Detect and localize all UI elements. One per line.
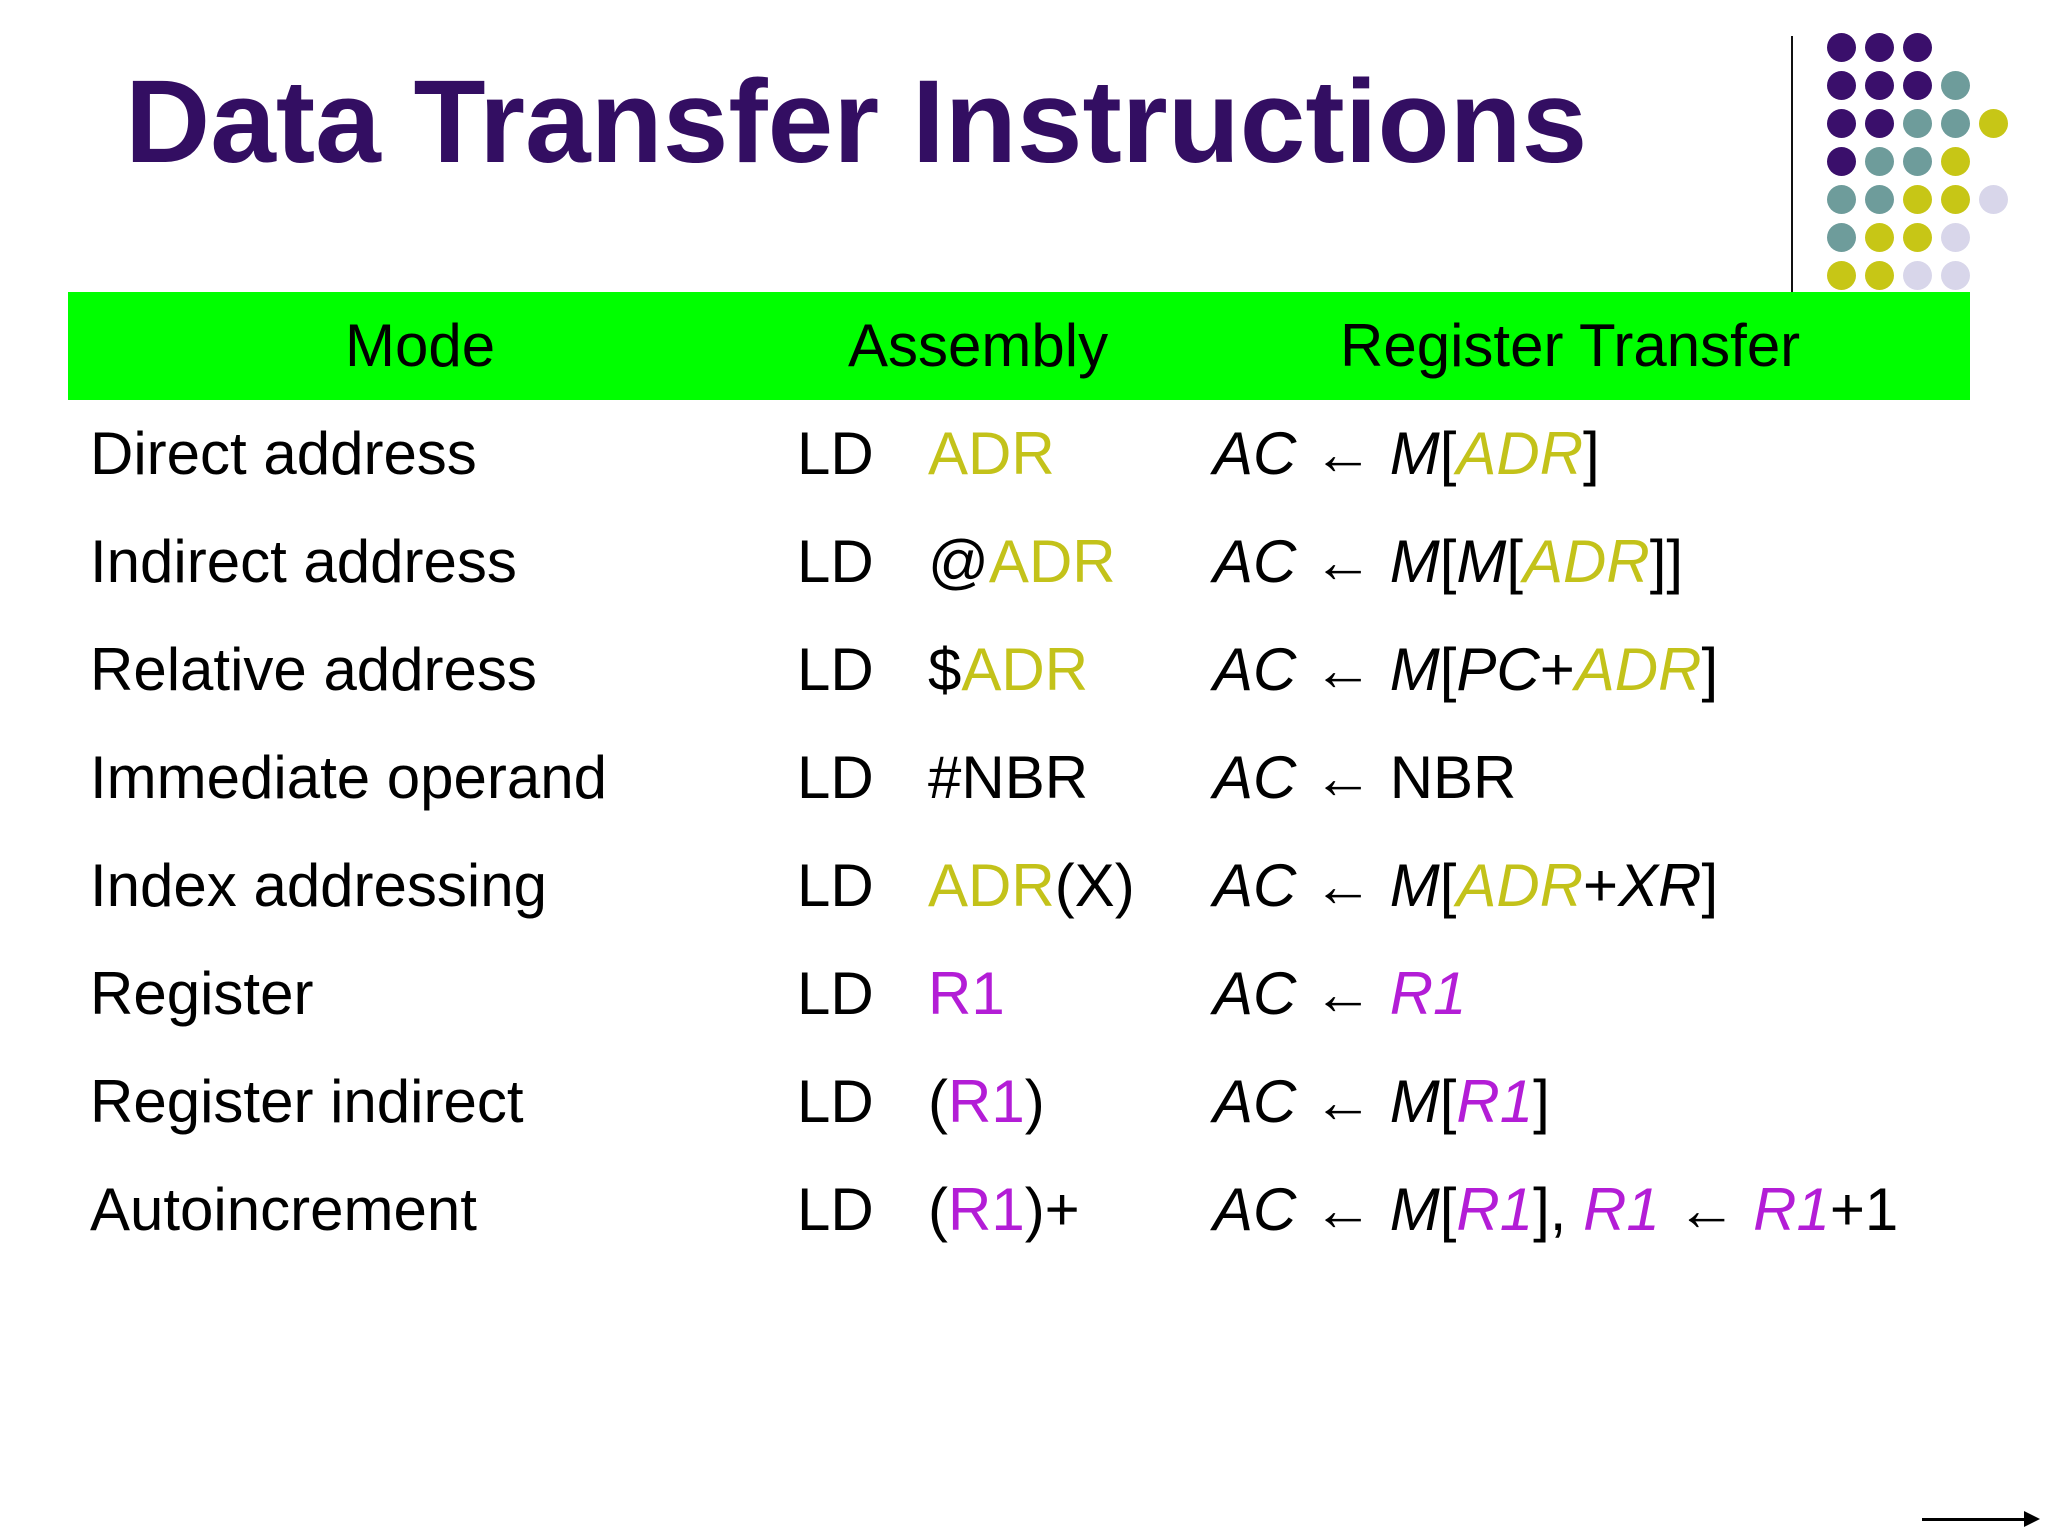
register-transfer-cell [1213, 744, 1516, 812]
decor-dot [1865, 147, 1894, 176]
mode-cell: Immediate operand [90, 744, 607, 811]
decor-dot [1903, 71, 1932, 100]
decor-dot [1979, 185, 2008, 214]
text-segment: M [1389, 528, 1440, 595]
decor-dot [1865, 109, 1894, 138]
register-transfer-cell [1213, 420, 1600, 488]
mode-cell: Index addressing [90, 852, 547, 919]
table-row [0, 724, 2048, 832]
opcode-cell: LD [797, 744, 874, 811]
decor-dot [1941, 223, 1970, 252]
register-transfer-cell [1213, 1068, 1550, 1136]
text-segment: ← [1296, 1068, 1390, 1135]
text-segment: ADR [961, 636, 1089, 703]
table-row [0, 508, 2048, 616]
text-segment: )+ [1024, 1176, 1080, 1243]
operand-cell [928, 1176, 1080, 1244]
mode-cell: Direct address [90, 420, 477, 487]
decor-dot [1941, 185, 1970, 214]
text-segment: ADR [1574, 636, 1702, 703]
text-segment: ( [928, 1068, 948, 1135]
text-segment: ], [1533, 1176, 1584, 1243]
text-segment: M [1389, 420, 1440, 487]
decor-dot [1865, 261, 1894, 290]
mode-cell: Autoincrement [90, 1176, 477, 1243]
text-segment: ← [1296, 420, 1390, 487]
text-segment: ← [1296, 528, 1390, 595]
text-segment: PC [1456, 636, 1540, 703]
decor-dot [1941, 147, 1970, 176]
decor-dot [1941, 261, 1970, 290]
decor-dot [1903, 147, 1932, 176]
text-segment: ← [1659, 1176, 1754, 1243]
text-segment: ]] [1649, 528, 1684, 595]
text-segment: R1 [1456, 1068, 1534, 1135]
text-segment: [ [1439, 636, 1457, 703]
decor-dot [1865, 71, 1894, 100]
decor-dot [1827, 71, 1856, 100]
register-transfer-cell [1213, 960, 1466, 1028]
decor-dot [1941, 109, 1970, 138]
text-segment: XR [1618, 852, 1702, 919]
decor-dot [1903, 261, 1932, 290]
next-arrow-head-icon[interactable] [2024, 1511, 2040, 1527]
table-row [0, 832, 2048, 940]
operand-cell [928, 744, 1088, 812]
opcode-cell: LD [797, 852, 874, 919]
text-segment: [ [1439, 1176, 1457, 1243]
opcode-cell: LD [797, 1176, 874, 1243]
text-segment: ← [1296, 744, 1390, 811]
text-segment: #NBR [928, 744, 1089, 811]
slide-title: Data Transfer Instructions [125, 56, 1588, 188]
text-segment: [ [1506, 528, 1524, 595]
header-assembly: Assembly [848, 312, 1109, 379]
register-transfer-cell [1213, 1176, 1898, 1244]
text-segment: AC [1213, 528, 1297, 595]
decor-dot [1827, 33, 1856, 62]
decor-dot [1903, 109, 1932, 138]
operand-cell [928, 636, 1088, 704]
mode-cell: Register indirect [90, 1068, 524, 1135]
operand-cell [928, 852, 1135, 920]
operand-cell [928, 1068, 1045, 1136]
text-segment: $ [928, 636, 962, 703]
text-segment: [ [1439, 420, 1457, 487]
decor-dot [1827, 223, 1856, 252]
text-segment: ] [1533, 1068, 1550, 1135]
opcode-cell: LD [797, 528, 874, 595]
opcode-cell: LD [797, 960, 874, 1027]
text-segment: M [1456, 528, 1507, 595]
text-segment: ADR [1456, 852, 1584, 919]
text-segment: M [1389, 852, 1440, 919]
mode-cell: Relative address [90, 636, 537, 703]
text-segment: (X) [1054, 852, 1135, 919]
opcode-cell: LD [797, 1068, 874, 1135]
header-register-transfer: Register Transfer [1340, 312, 1801, 379]
text-segment: ADR [1456, 420, 1584, 487]
mode-cell: Register [90, 960, 314, 1027]
text-segment: AC [1213, 1176, 1297, 1243]
text-segment: M [1389, 1176, 1440, 1243]
table-row [0, 400, 2048, 508]
text-segment: AC [1213, 960, 1297, 1027]
text-segment: ADR [988, 528, 1116, 595]
table-row [0, 616, 2048, 724]
register-transfer-cell [1213, 636, 1718, 704]
decor-dot [1865, 185, 1894, 214]
text-segment: ADR [1523, 528, 1650, 595]
table-header [68, 292, 1970, 400]
text-segment: R1 [947, 1176, 1025, 1243]
operand-cell [928, 528, 1116, 596]
operand-cell [928, 960, 1005, 1028]
text-segment: [ [1439, 528, 1457, 595]
opcode-cell: LD [797, 420, 874, 487]
text-segment: R1 [1753, 1176, 1830, 1243]
decor-dot [1827, 147, 1856, 176]
next-arrow-icon[interactable] [1922, 1518, 2030, 1521]
text-segment: ← [1296, 852, 1390, 919]
table-row [0, 1156, 2048, 1264]
decor-dot [1979, 109, 2008, 138]
text-segment: ] [1701, 636, 1719, 703]
decor-dot [1827, 261, 1856, 290]
text-segment: + [1539, 636, 1575, 703]
text-segment: AC [1213, 744, 1297, 811]
text-segment: AC [1213, 1068, 1297, 1135]
register-transfer-cell [1213, 528, 1683, 596]
text-segment: ] [1583, 420, 1600, 487]
operand-cell [928, 420, 1055, 488]
text-segment: ← [1296, 960, 1390, 1027]
decor-dot [1827, 109, 1856, 138]
text-segment: + [1583, 852, 1619, 919]
text-segment: R1 [1456, 1176, 1534, 1243]
decor-dot [1865, 223, 1894, 252]
text-segment: ] [1701, 852, 1719, 919]
text-segment: AC [1213, 420, 1297, 487]
text-segment: AC [1213, 852, 1297, 919]
decor-dot [1903, 185, 1932, 214]
text-segment: ← [1296, 636, 1390, 703]
text-segment: R1 [947, 1068, 1025, 1135]
text-segment: ) [1024, 1068, 1045, 1135]
decor-dot [1941, 71, 1970, 100]
text-segment: M [1389, 1068, 1440, 1135]
text-segment: ADR [928, 852, 1055, 919]
text-segment: [ [1439, 852, 1457, 919]
text-segment: R1 [928, 960, 1005, 1027]
text-segment: R1 [1583, 1176, 1660, 1243]
text-segment: [ [1439, 1068, 1457, 1135]
text-segment: R1 [1389, 960, 1467, 1027]
register-transfer-cell [1213, 852, 1718, 920]
text-segment: ( [928, 1176, 948, 1243]
decor-dot [1903, 223, 1932, 252]
text-segment: M [1389, 636, 1440, 703]
text-segment: ADR [928, 420, 1055, 487]
text-segment: ← [1296, 1176, 1390, 1243]
decor-dot [1903, 33, 1932, 62]
divider-line [1791, 36, 1793, 292]
decor-dot [1827, 185, 1856, 214]
text-segment: @ [928, 528, 989, 595]
text-segment: AC [1213, 636, 1297, 703]
table-row [0, 1048, 2048, 1156]
mode-cell: Indirect address [90, 528, 517, 595]
text-segment: +1 [1829, 1176, 1899, 1243]
text-segment: NBR [1389, 744, 1517, 811]
header-mode: Mode [345, 312, 496, 379]
table-row [0, 940, 2048, 1048]
decor-dot [1865, 33, 1894, 62]
opcode-cell: LD [797, 636, 874, 703]
